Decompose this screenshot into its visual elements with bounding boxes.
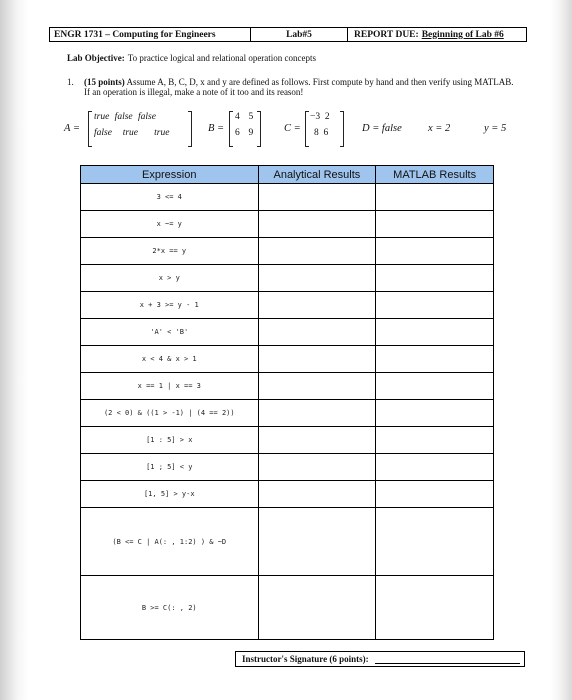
variable-y: y = 5: [484, 123, 507, 134]
table-row: [81, 576, 494, 640]
matrix-c-row-2: 8 6: [314, 128, 329, 138]
lab-number: Lab#5: [251, 28, 348, 41]
table-row: [81, 184, 494, 211]
expression-cell: (2 < 0) & ((1 > -1) | (4 == 2)): [81, 400, 259, 427]
question-points: (15 points): [84, 77, 125, 87]
expression-cell: (B <= C | A(: , 1:2) ) & ~D: [81, 508, 259, 576]
table-row: [81, 481, 494, 508]
expression-cell: 'A' < 'B': [81, 319, 259, 346]
matlab-result-cell[interactable]: [376, 211, 494, 238]
column-header-analytical-results: Analytical Results: [258, 166, 376, 184]
course-title: ENGR 1731 – Computing for Engineers: [50, 28, 251, 41]
expression-cell: 3 <= 4: [81, 184, 259, 211]
matrix-b-right-bracket: [257, 111, 261, 147]
table-row: [81, 265, 494, 292]
page-edge-shadow-left: [0, 0, 28, 700]
expression-cell: [1 ; 5] < y: [81, 454, 259, 481]
lab-objective-text: To practice logical and relational operation concepts: [127, 53, 317, 63]
table-row: [81, 454, 494, 481]
matrix-c-right-bracket: [340, 111, 344, 147]
table-row: [81, 238, 494, 265]
expression-cell: x ~= y: [81, 211, 259, 238]
matrix-a-label: A =: [64, 123, 80, 134]
expression-cell: x + 3 >= y - 1: [81, 292, 259, 319]
matlab-result-cell[interactable]: [376, 292, 494, 319]
analytical-result-cell[interactable]: [258, 427, 376, 454]
expression-cell: x < 4 & x > 1: [81, 346, 259, 373]
matlab-result-cell[interactable]: [376, 319, 494, 346]
analytical-result-cell[interactable]: [258, 292, 376, 319]
analytical-result-cell[interactable]: [258, 265, 376, 292]
analytical-result-cell[interactable]: [258, 373, 376, 400]
expression-cell: 2*x == y: [81, 238, 259, 265]
matrix-c-row-1: −3 2: [310, 112, 330, 122]
table-row: [81, 400, 494, 427]
matlab-result-cell[interactable]: [376, 265, 494, 292]
analytical-result-cell[interactable]: [258, 211, 376, 238]
report-due-value: Beginning of Lab #6: [421, 29, 504, 40]
table-row: [81, 346, 494, 373]
matrix-b-row-2: 6 9: [235, 128, 254, 138]
instructor-signature-box: [235, 651, 525, 667]
expression-cell: [1 : 5] > x: [81, 427, 259, 454]
analytical-result-cell[interactable]: [258, 184, 376, 211]
matrix-b-label: B =: [208, 123, 225, 134]
report-due: [348, 30, 526, 40]
column-header-matlab-results: MATLAB Results: [376, 166, 494, 184]
matlab-result-cell[interactable]: [376, 400, 494, 427]
signature-line[interactable]: [375, 654, 520, 664]
table-row: [81, 292, 494, 319]
analytical-result-cell[interactable]: [258, 454, 376, 481]
table-row: [81, 427, 494, 454]
matlab-result-cell[interactable]: [376, 346, 494, 373]
table-row: [81, 211, 494, 238]
matlab-result-cell[interactable]: [376, 454, 494, 481]
lab-objective: [67, 53, 316, 63]
question-text: Assume A, B, C, D, x and y are defined as follows. First compute by hand and then verify using MATLAB. If an operation is illegal, make a note of it too and its reason!: [84, 77, 514, 97]
matrix-c-label: C =: [284, 123, 301, 134]
variable-d: D = false: [362, 123, 402, 134]
matlab-result-cell[interactable]: [376, 508, 494, 576]
expression-cell: B >= C(: , 2): [81, 576, 259, 640]
matrix-b-left-bracket: [229, 111, 233, 147]
table-header-row: [81, 166, 494, 184]
matlab-result-cell[interactable]: [376, 427, 494, 454]
results-table: [80, 165, 494, 640]
matrix-a-row-2: false true true: [94, 128, 170, 138]
expression-cell: [1, 5] > y-x: [81, 481, 259, 508]
lab-objective-label: Lab Objective:: [67, 53, 125, 63]
analytical-result-cell[interactable]: [258, 238, 376, 265]
matrix-b-row-1: 4 5: [235, 112, 254, 122]
analytical-result-cell[interactable]: [258, 481, 376, 508]
matlab-result-cell[interactable]: [376, 184, 494, 211]
table-row: [81, 373, 494, 400]
matrix-a-row-1: true false false: [94, 112, 156, 122]
analytical-result-cell[interactable]: [258, 508, 376, 576]
table-row: [81, 508, 494, 576]
matlab-result-cell[interactable]: [376, 373, 494, 400]
analytical-result-cell[interactable]: [258, 346, 376, 373]
variable-x: x = 2: [428, 123, 451, 134]
instructor-signature-label: Instructor's Signature (6 points):: [242, 654, 369, 664]
report-due-label: REPORT DUE:: [354, 29, 419, 40]
question-number: 1.: [67, 77, 74, 87]
page-edge-shadow-right: [550, 0, 572, 700]
table-row: [81, 319, 494, 346]
analytical-result-cell[interactable]: [258, 400, 376, 427]
question-text-block: [84, 77, 514, 97]
document-header: [49, 27, 527, 42]
matlab-result-cell[interactable]: [376, 481, 494, 508]
matrix-a-left-bracket: [88, 111, 92, 147]
expression-cell: x > y: [81, 265, 259, 292]
column-header-expression: Expression: [81, 166, 259, 184]
analytical-result-cell[interactable]: [258, 319, 376, 346]
matlab-result-cell[interactable]: [376, 238, 494, 265]
matrix-c-left-bracket: [305, 111, 309, 147]
expression-cell: x == 1 | x == 3: [81, 373, 259, 400]
matrix-a-right-bracket: [188, 111, 192, 147]
analytical-result-cell[interactable]: [258, 576, 376, 640]
matlab-result-cell[interactable]: [376, 576, 494, 640]
